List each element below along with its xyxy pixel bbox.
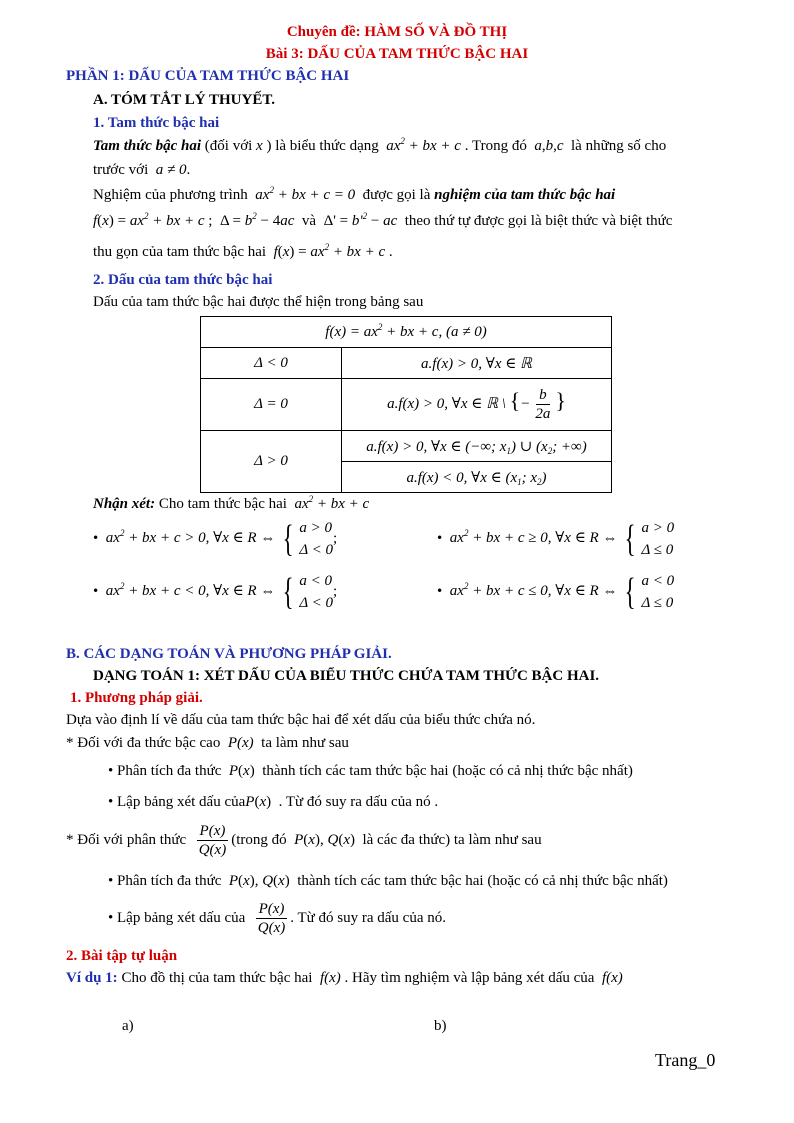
table-cell: a.f(x) > 0, ∀x ∈ (−∞; $x_1$) ∪ ($x_2$; +∞): [342, 431, 612, 462]
figure-label-b: b): [434, 1018, 447, 1034]
poly-bullet-2: • Lập bảng xét dấu củaP(x) . Từ đó suy ra dấu của nó .: [108, 794, 439, 810]
frac-bullet-1: • Phân tích đa thức P(x), Q(x) thành tích các tam thức bậc hai (hoặc có cả nhị thức bậc nhất): [108, 873, 668, 889]
method-title: 1. Phương pháp giải.: [70, 690, 203, 706]
topic-title: Chuyên đề: HÀM SỐ VÀ ĐỒ THỊ: [286, 24, 508, 40]
frac-bullet-2: • Lập bảng xét dấu của $\frac{P(x)}{Q(x)}$ . Từ đó suy ra dấu của nó.: [108, 901, 447, 936]
remark-item-3: • $ax^2$ + bx + c < 0, ∀x ∈ R ⇔ { a < 0 Δ < 0 ;: [93, 571, 338, 613]
table-cell: a.f(x) > 0, ∀x ∈ ℝ: [342, 348, 612, 379]
figure-label-a: a): [122, 1018, 134, 1034]
poly-intro: * Đối với đa thức bậc cao P(x) ta làm như sau: [66, 735, 349, 751]
s1-title: 1. Tam thức bậc hai: [93, 115, 220, 131]
table-header: $f(x) = ax^2$ + bx + c, (a ≠ 0): [201, 317, 612, 348]
part1-title: PHẦN 1: DẤU CỦA TAM THỨC BẬC HAI: [66, 68, 350, 84]
remark-item-2: • $ax^2$ + bx + c ≥ 0, ∀x ∈ R ⇔ { a > 0 Δ ≤ 0: [437, 518, 675, 560]
s1-definition-cont: trước với a ≠ 0.: [93, 162, 191, 178]
s1-definition: Tam thức bậc hai (đối với x ) là biểu thức dạng $ax^2$ + bx + c . Trong đó a,b,c là những số cho: [93, 136, 667, 154]
exercise-title: 2. Bài tập tự luận: [66, 948, 178, 964]
s1-compact: thu gọn của tam thức bậc hai $f(x) = ax^2$ + bx + c .: [93, 242, 393, 260]
table-row-delta-negative: Δ < 0: [201, 348, 342, 379]
section-a-title: A. TÓM TẮT LÝ THUYẾT.: [93, 92, 275, 108]
method-intro: Dựa vào định lí về dấu của tam thức bậc hai để xét dấu của biểu thức chứa nó.: [66, 712, 536, 728]
table-row-delta-zero: Δ = 0: [201, 379, 342, 431]
s2-intro: Dấu của tam thức bậc hai được thể hiện trong bảng sau: [93, 294, 424, 310]
part-b-title: B. CÁC DẠNG TOÁN VÀ PHƯƠNG PHÁP GIẢI.: [66, 646, 392, 662]
lesson-title: Bài 3: DẤU CỦA TAM THỨC BẬC HAI: [265, 46, 529, 62]
page-number: Trang_0: [655, 1050, 716, 1070]
example-1: Ví dụ 1: Cho đồ thị của tam thức bậc hai f(x) . Hãy tìm nghiệm và lập bảng xét dấu của f(x): [66, 970, 623, 986]
remark-item-4: • $ax^2$ + bx + c ≤ 0, ∀x ∈ R ⇔ { a < 0 Δ ≤ 0: [437, 571, 675, 613]
sign-table: [200, 316, 612, 493]
form1-title: DẠNG TOÁN 1: XÉT DẤU CỦA BIỂU THỨC CHỨA TAM THỨC BẬC HAI.: [93, 668, 600, 684]
table-cell: a.f(x) < 0, ∀x ∈ ($x_1$; $x_2$): [342, 462, 612, 493]
s2-title: 2. Dấu của tam thức bậc hai: [93, 272, 273, 288]
table-row-delta-positive: Δ > 0: [201, 431, 342, 493]
poly-bullet-1: • Phân tích đa thức P(x) thành tích các tam thức bậc hai (hoặc có cả nhị thức bậc nhất): [108, 763, 633, 779]
s1-delta: $f(x) = ax^2$ + bx + c ; $\Delta = b^2 - 4ac$ và $\Delta' = b'^2$ − ac theo thứ tự được gọi là biệt thức và biệt thức: [93, 211, 673, 229]
s1-root: Nghiệm của phương trình $ax^2$ + bx + c = 0 được gọi là nghiệm của tam thức bậc hai: [93, 185, 616, 203]
table-cell: a.f(x) > 0, ∀x ∈ ℝ \ {− $\frac{b}{2a}$ }: [342, 379, 612, 431]
remark-item-1: • $ax^2$ + bx + c > 0, ∀x ∈ R ⇔ { a > 0 Δ < 0 ;: [93, 518, 338, 560]
remark: Nhận xét: Cho tam thức bậc hai $ax^2$ + bx + c: [93, 494, 370, 512]
frac-intro: * Đối với phân thức $\frac{P(x)}{Q(x)}$ (trong đó P(x), Q(x) là các đa thức) ta làm như sau: [66, 823, 542, 858]
